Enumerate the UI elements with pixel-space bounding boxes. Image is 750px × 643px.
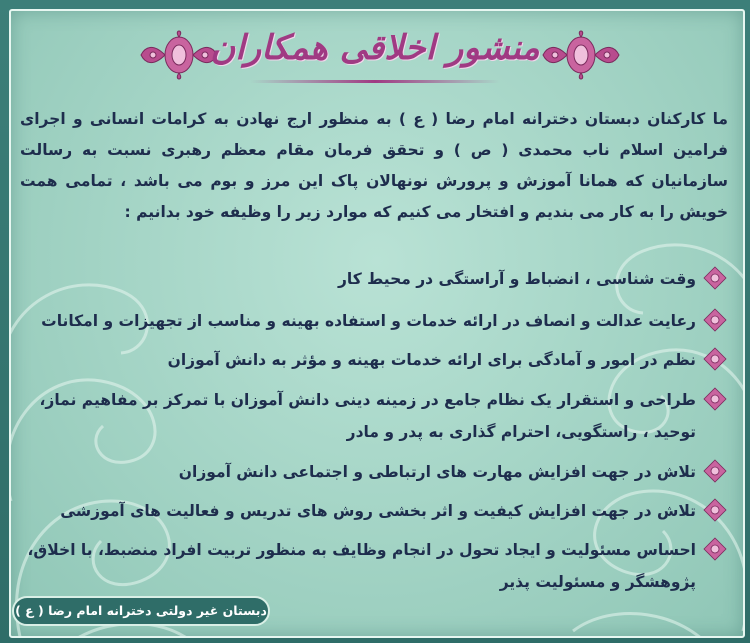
- list-item: [18, 384, 728, 448]
- list-item: [18, 305, 728, 337]
- intro-paragraph: ما کارکنان دبستان دخترانه امام رضا ( ع ) به منظور ارج نهادن به کرامات انسانی و اجرای فرامین اسلام ناب محمدی ( ص ) و تحقق فرمان مقام معظم رهبری نسبت به رسالت سازمانیان که همانا آموزش و پرورش نونهالان پاک این مرز و بوم می باشد ، تمامی همت خویش را به کار می بندیم و افتخار می کنیم که موارد زیر را وظیفه خود بدانیم :: [20, 110, 728, 221]
- list-item-text: وقت شناسی ، انضباط و آراستگی در محیط کار: [338, 270, 696, 288]
- floral-ornament-icon: [702, 307, 728, 333]
- floral-ornament-icon: [702, 497, 728, 523]
- school-name-badge: دبستان غیر دولتی دخترانه امام رضا ( ع ): [12, 596, 270, 626]
- list-item-text: رعایت عدالت و انصاف در ارائه خدمات و استفاده بهینه و مناسب از تجهیزات و امکانات: [41, 312, 696, 330]
- list-item: [18, 344, 728, 376]
- list-item-text: تلاش در جهت افزایش کیفیت و اثر بخشی روش های تدریس و فعالیت های آموزشی: [60, 502, 696, 520]
- list-item-text: طراحی و استقرار یک نظام جامع در زمینه دینی دانش آموزان با تمرکز بر مفاهیم نماز، توحید ، راستگویی، احترام گذاری به پدر و مادر: [39, 391, 696, 441]
- list-item: [18, 534, 728, 598]
- list-item: [18, 495, 728, 527]
- floral-ornament-icon: [702, 346, 728, 372]
- page-title: منشور اخلاقی همکاران: [210, 28, 540, 68]
- list-item: [18, 456, 728, 488]
- list-item-text: نظم در امور و آمادگی برای ارائه خدمات بهینه و مؤثر به دانش آموزان: [167, 351, 696, 369]
- floral-ornament-icon: [702, 265, 728, 291]
- list-item: [18, 263, 728, 295]
- list-item-text: احساس مسئولیت و ایجاد تحول در انجام وظایف به منظور تربیت افراد منضبط، با اخلاق، پژوهشگر و مسئولیت پذیر: [27, 541, 696, 591]
- floral-ornament-icon: [702, 386, 728, 412]
- floral-ornament-icon: [702, 458, 728, 484]
- floral-ornament-icon: [702, 536, 728, 562]
- title-underline: [250, 80, 500, 83]
- list-item-text: تلاش در جهت افزایش مهارت های ارتباطی و اجتماعی دانش آموزان: [178, 463, 696, 481]
- duties-list: [18, 263, 728, 598]
